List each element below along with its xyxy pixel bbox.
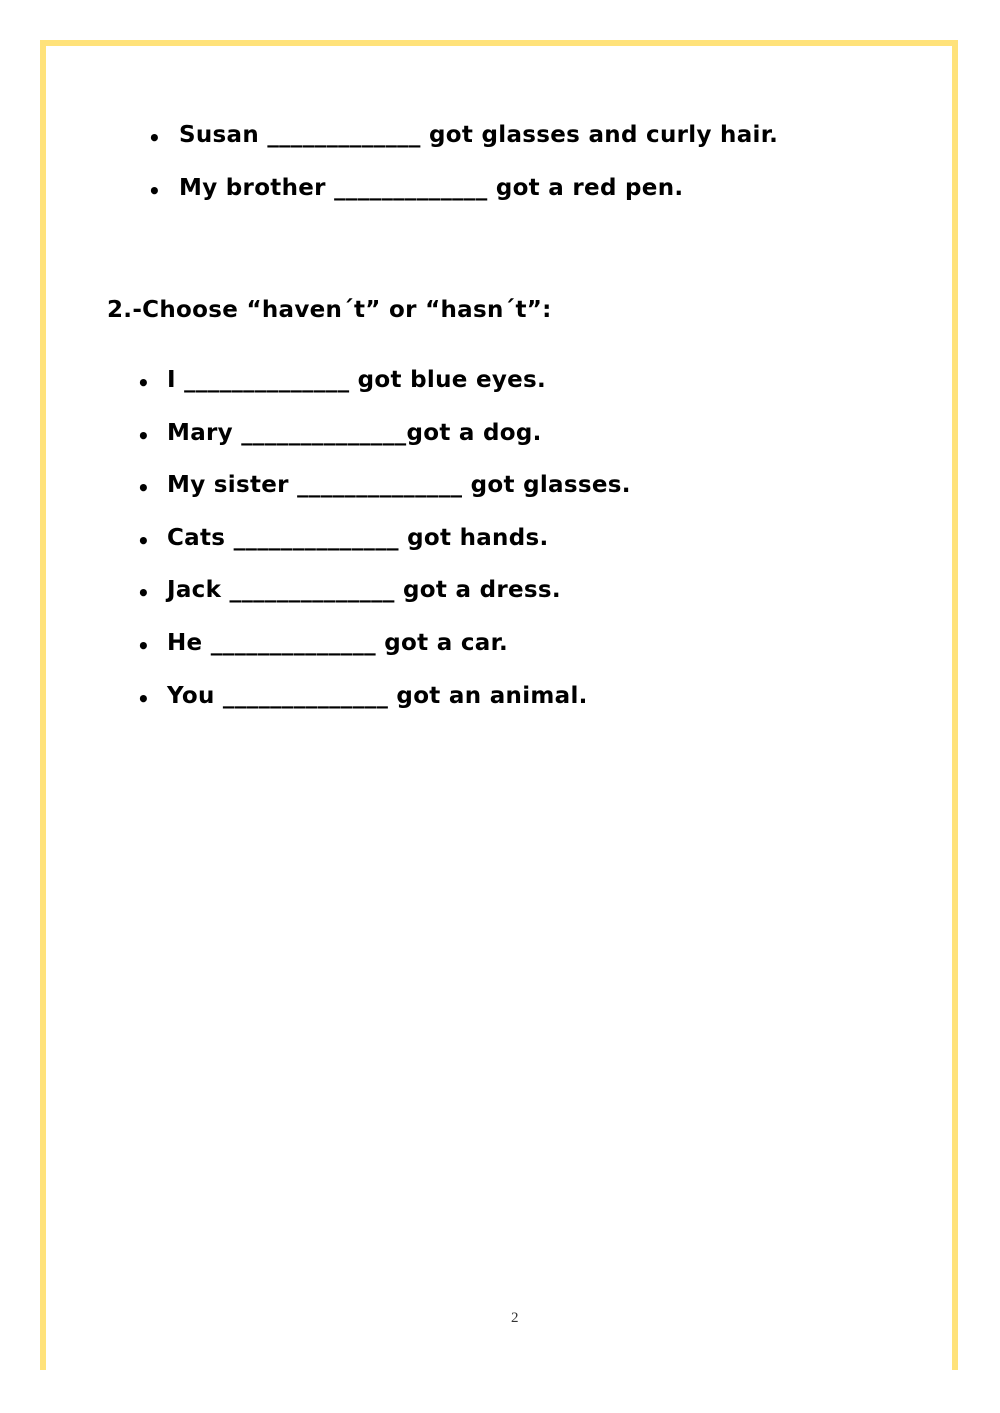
bullet: • xyxy=(137,581,150,605)
exercise2-item: He ______________ got a car. xyxy=(167,630,509,656)
bullet: • xyxy=(137,476,150,500)
exercise2-item: Cats ______________ got hands. xyxy=(167,525,549,551)
bullet: • xyxy=(148,126,161,150)
bullet: • xyxy=(137,424,150,448)
exercise2-item: Jack ______________ got a dress. xyxy=(167,577,561,603)
exercise1-item: Susan _____________ got glasses and curly hair. xyxy=(179,122,779,148)
bullet: • xyxy=(137,371,150,395)
bullet: • xyxy=(148,179,161,203)
exercise2-item: I ______________ got blue eyes. xyxy=(167,367,547,393)
bullet: • xyxy=(137,529,150,553)
page-number: 2 xyxy=(511,1310,519,1326)
exercise2-item: My sister ______________ got glasses. xyxy=(167,472,631,498)
exercise2-item: Mary ______________got a dog. xyxy=(167,420,542,446)
bullet: • xyxy=(137,634,150,658)
exercise2-heading: 2.-Choose “haven´t” or “hasn´t”: xyxy=(107,297,552,323)
bullet: • xyxy=(137,687,150,711)
exercise2-item: You ______________ got an animal. xyxy=(167,683,588,709)
exercise1-item: My brother _____________ got a red pen. xyxy=(179,175,684,201)
